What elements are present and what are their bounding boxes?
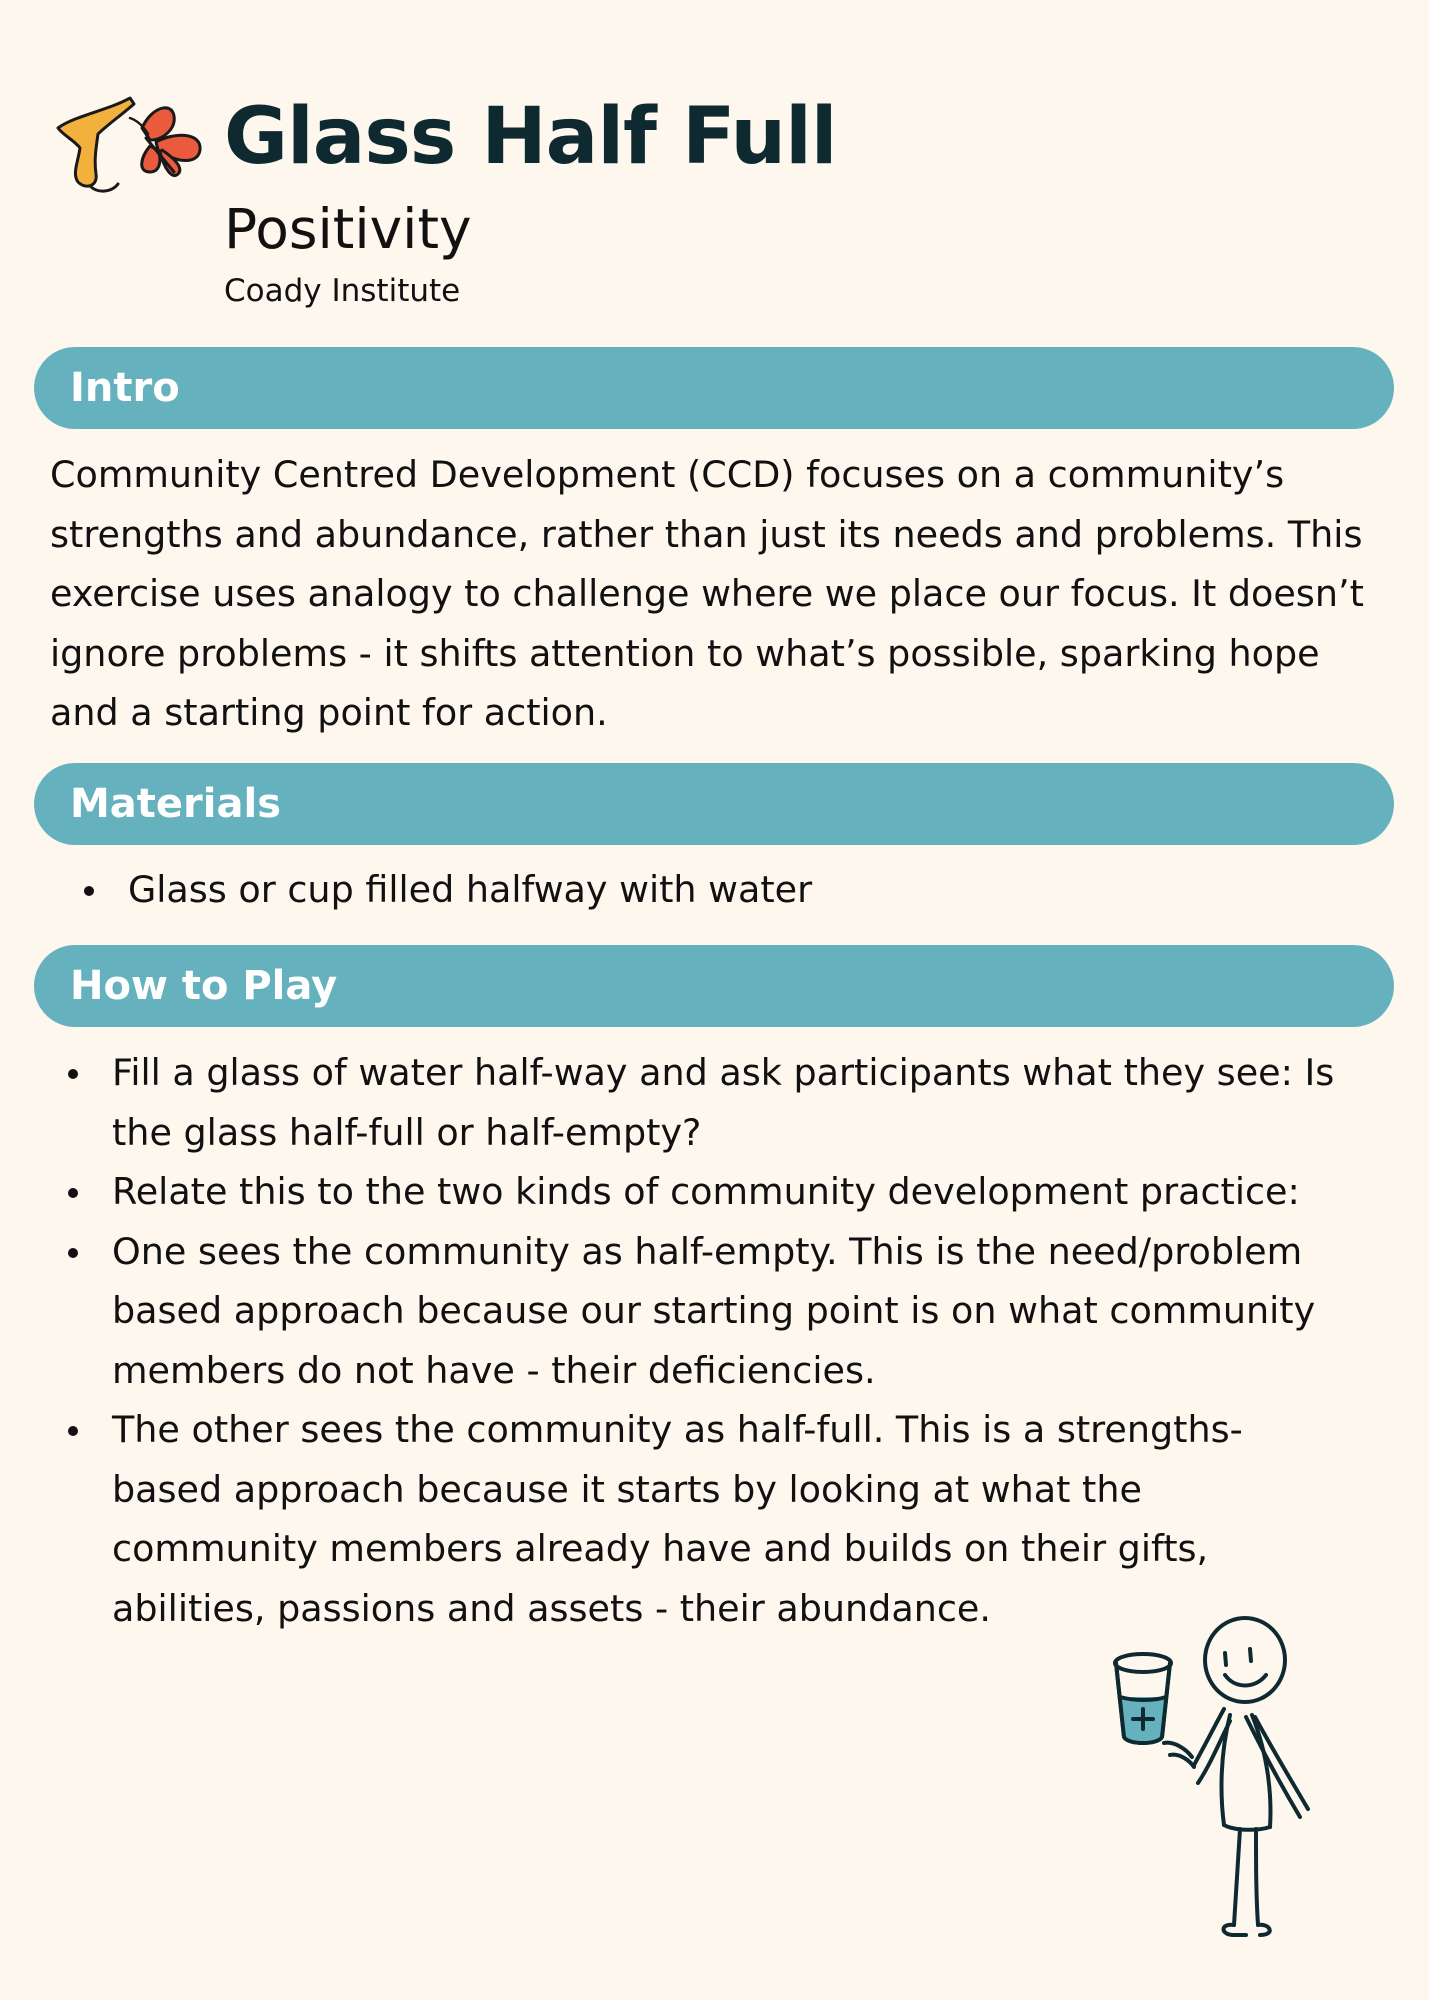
- list-item: The other sees the community as half-full. This is a strengths-based approach because it starts by looking at what the community members already have and builds on their gifts, abilities, passions and assets - their abundance.: [50, 1400, 1350, 1638]
- list-item: Relate this to the two kinds of community development practice:: [50, 1162, 1350, 1222]
- stick-figure-holding-glass-icon: [1100, 1605, 1330, 1945]
- intro-heading: Intro: [70, 365, 180, 411]
- list-item: Fill a glass of water half-way and ask participants what they see: Is the glass half-full or half-empty?: [50, 1043, 1350, 1162]
- hand-butterfly-logo-icon: [54, 88, 204, 198]
- list-item: One sees the community as half-empty. This is the need/problem based approach because our starting point is on what community members do not have - their deficiencies.: [50, 1222, 1350, 1401]
- organization-name: Coady Institute: [224, 273, 461, 309]
- how-to-play-list: [50, 1043, 1350, 1638]
- how-to-play-section-header: [34, 945, 1394, 1027]
- how-to-play-heading: How to Play: [70, 963, 338, 1009]
- materials-list: [66, 860, 1386, 920]
- page-title: Glass Half Full: [224, 92, 837, 182]
- list-item: Glass or cup filled halfway with water: [66, 860, 1386, 920]
- intro-paragraph: Community Centred Development (CCD) focuses on a community’s strengths and abundance, rather than just its needs and problems. This exercise uses analogy to challenge where we place our focus. It doesn’t ignore problems - it shifts attention to what’s possible, sparking hope and a starting point for action.: [50, 453, 1364, 734]
- materials-section-header: [34, 763, 1394, 845]
- materials-heading: Materials: [70, 781, 281, 827]
- page-subtitle: Positivity: [224, 197, 472, 261]
- intro-section-header: [34, 347, 1394, 429]
